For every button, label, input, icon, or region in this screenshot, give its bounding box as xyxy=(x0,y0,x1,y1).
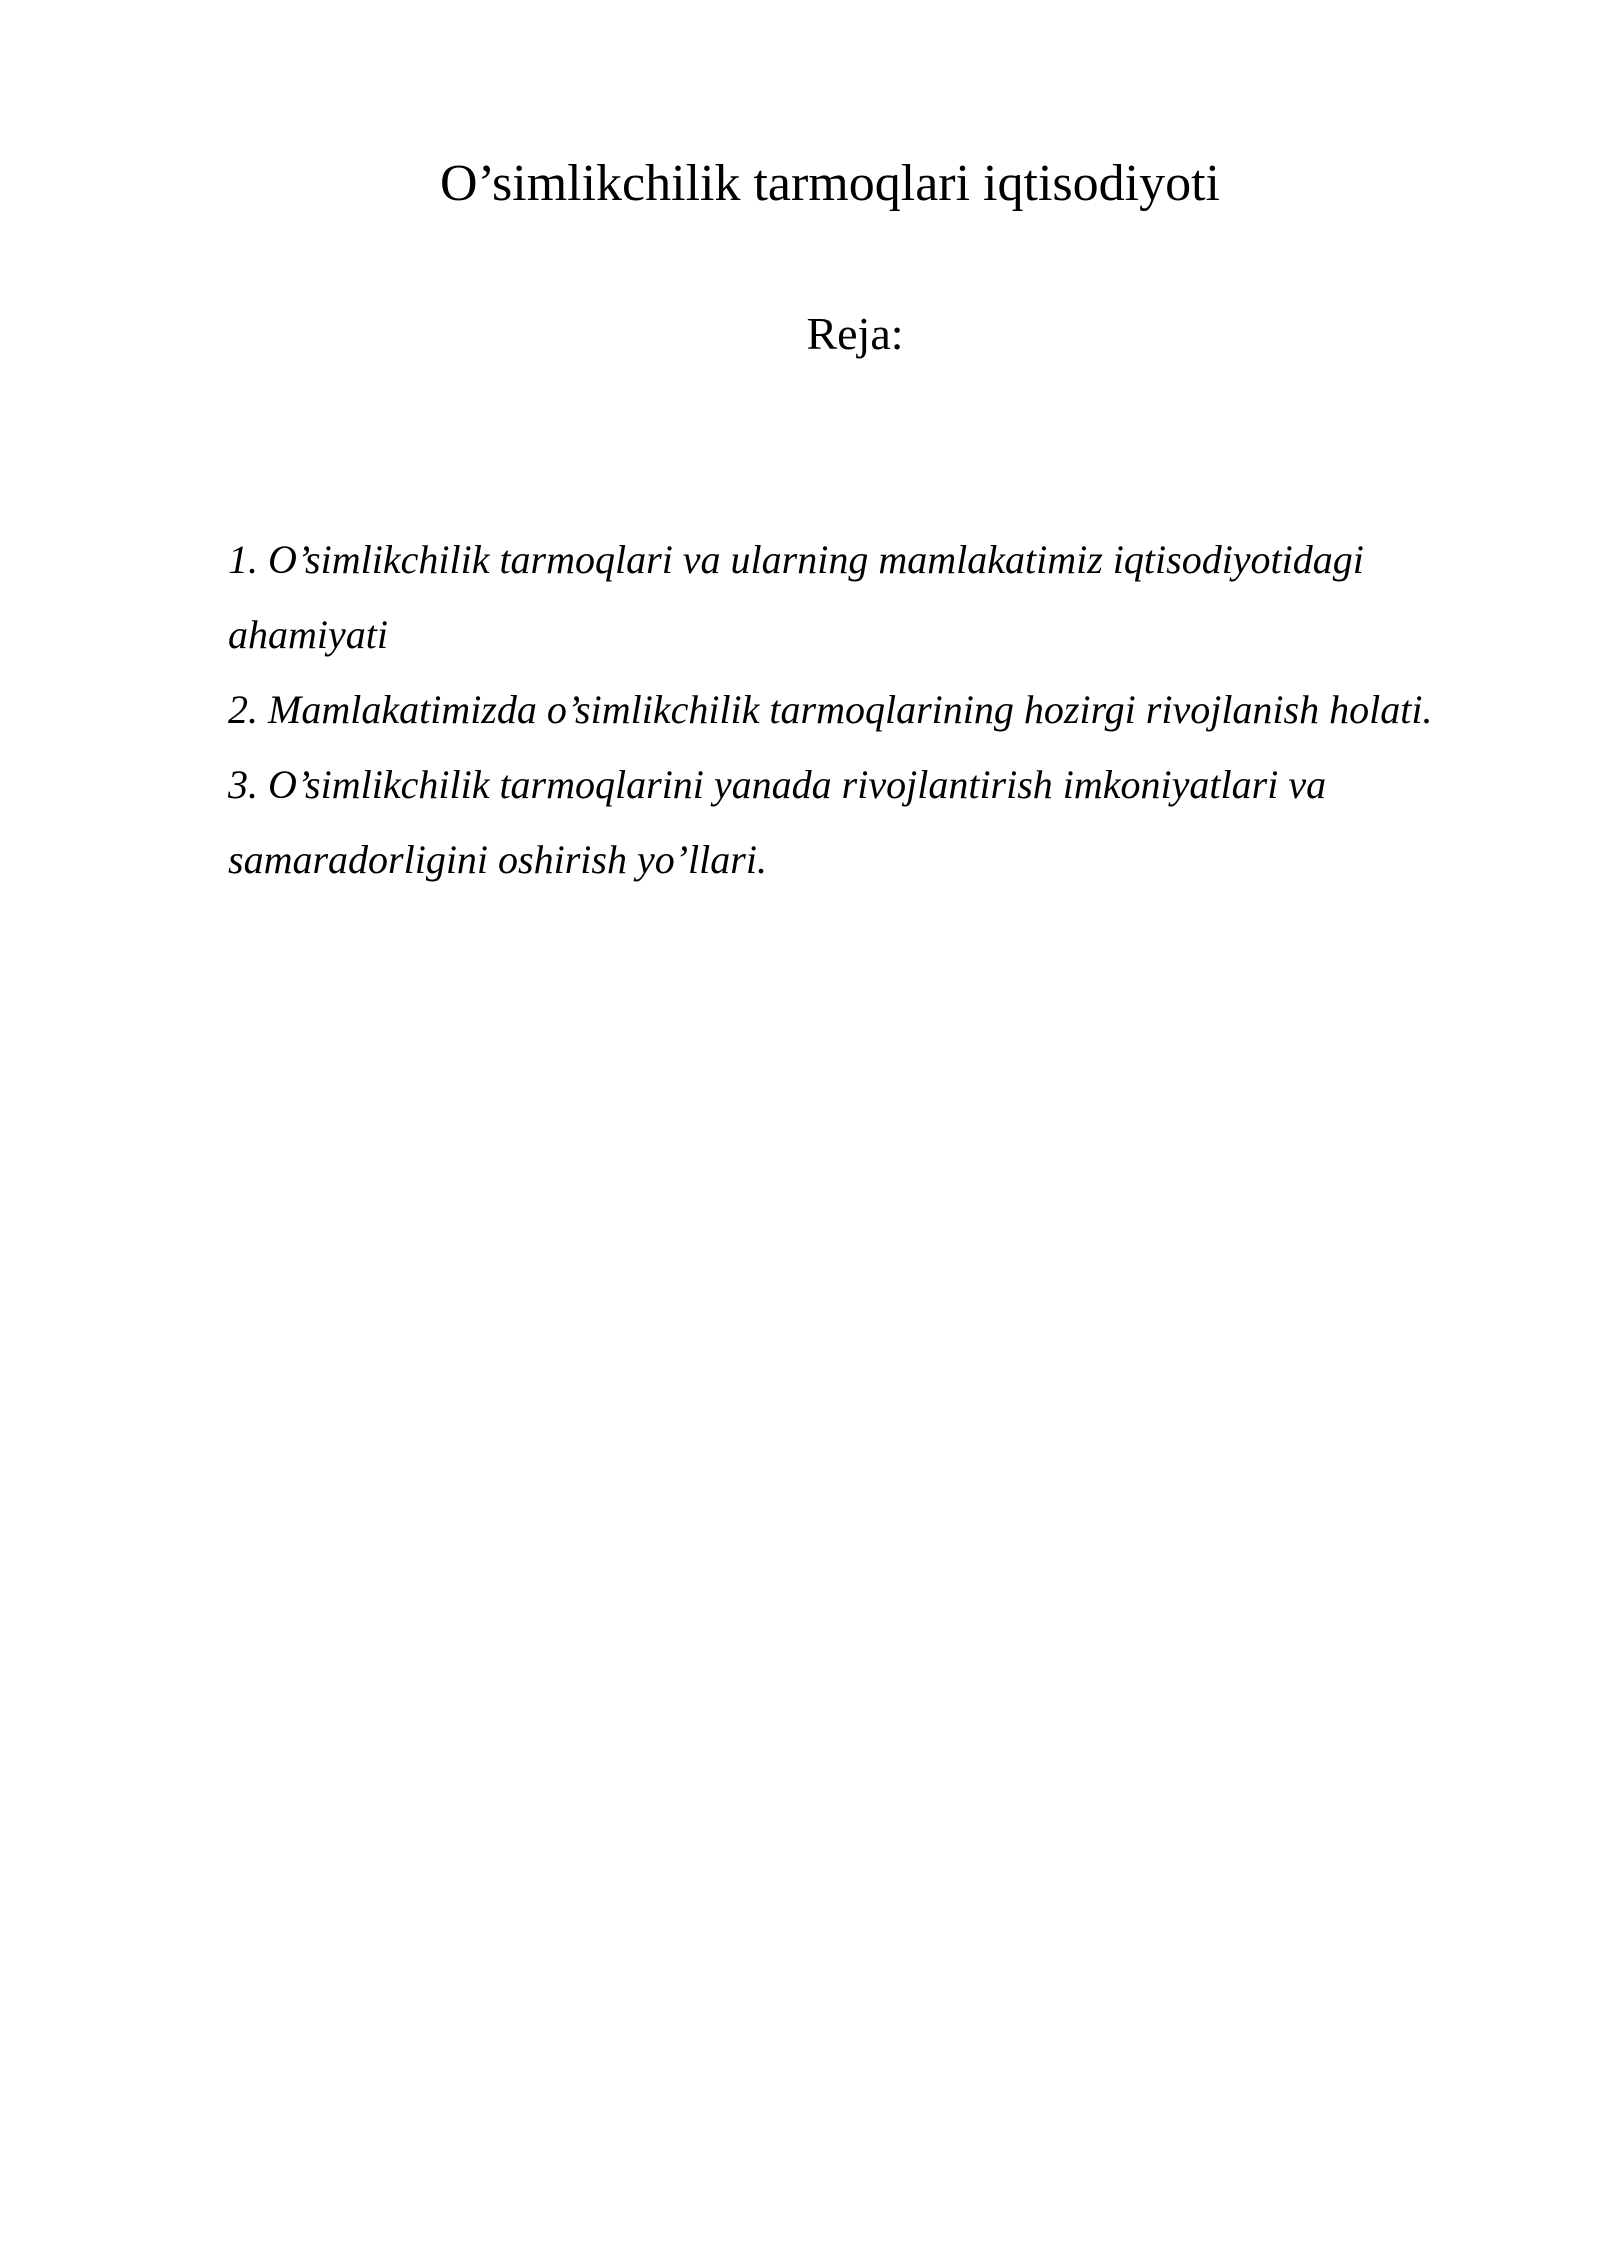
plan-item-1: 1. O’simlikchilik tarmoqlari va ularning mamlakatimiz iqtisodiyotidagi ahamiyati xyxy=(228,537,1364,657)
plan-item-3: 3. O’simlikchilik tarmoqlarini yanada rivojlantirish imkoniyatlari va samaradorligini oshirish yo’llari. xyxy=(228,762,1327,882)
plan-item-2: 2. Mamlakatimizda o’simlikchilik tarmoqlarining hozirgi rivojlanish holati. xyxy=(228,687,1433,732)
document-title: O’simlikchilik tarmoqlari iqtisodiyoti xyxy=(440,155,1220,212)
plan-heading: Reja: xyxy=(806,308,904,359)
plan-list xyxy=(228,522,1478,897)
